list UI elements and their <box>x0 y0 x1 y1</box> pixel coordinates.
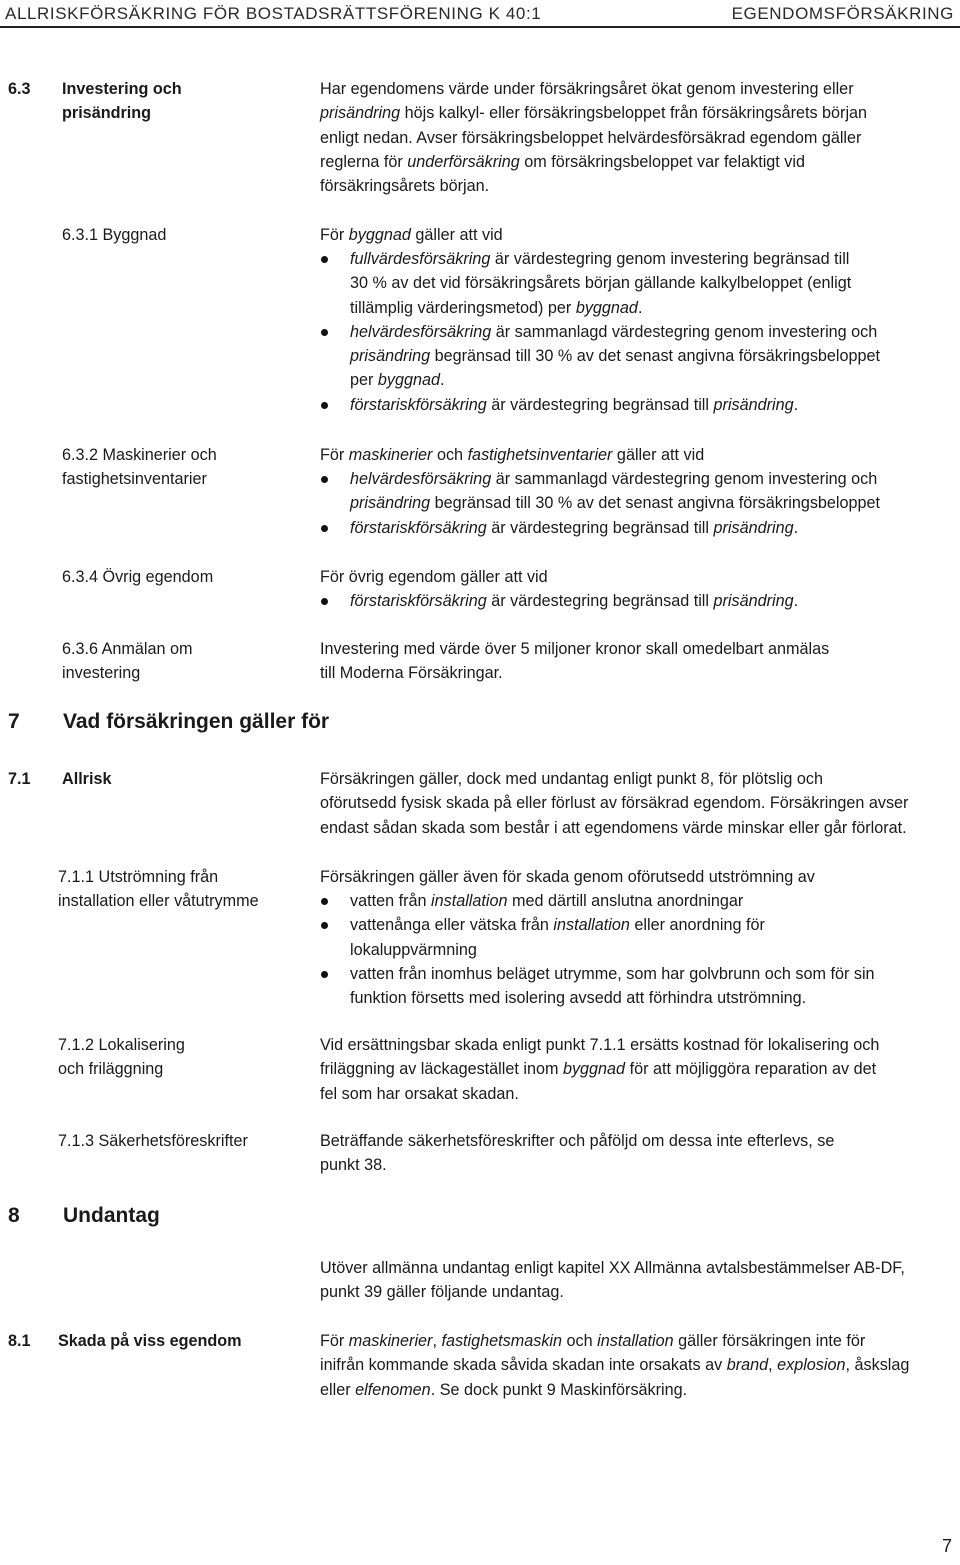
bullet-list <box>320 247 880 417</box>
section-title: Skada på viss egendom <box>58 1332 242 1350</box>
page-number: 7 <box>941 1536 952 1556</box>
subsection-body: Beträffande säkerhetsföreskrifter och påföljd om dessa inte efterlevs, se punkt 38. <box>320 1132 835 1175</box>
page-header <box>0 0 960 28</box>
section-body: För maskinerier, fastighetsmaskin och installation gäller försäkringen inte för inifrån kommande skada såvida skadan inte orsakats av brand, explosion, åskslag eller elfenomen. Se dock punkt 9 Maskinförsäkring. <box>320 1332 910 1399</box>
subsection-intro: För övrig egendom gäller att vid <box>320 568 548 586</box>
section-number: 7.1 <box>8 770 31 788</box>
section-number: 8.1 <box>8 1332 31 1350</box>
chapter-heading: 7 Vad försäkringen gäller för <box>8 710 330 733</box>
section-title: Investering och prisändring <box>62 80 182 123</box>
section-number: 6.3 <box>8 80 31 98</box>
subsection-label: 6.3.6 Anmälan om investering <box>62 640 193 683</box>
subsection-label: 6.3.2 Maskinerier och fastighetsinventarier <box>62 446 217 489</box>
subsection-intro: Försäkringen gäller även för skada genom oförutsedd utströmning av <box>320 868 815 886</box>
list-item: fullvärdesförsäkring är värdestegring genom investering begränsad till 30 % av det vid försäkringsårets början gällande kalkylbeloppet (enligt tillämplig värderingsmetod) per byggnad. <box>320 247 880 320</box>
subsection-label: 7.1.1 Utströmning från installation eller våtutrymme <box>58 868 259 911</box>
chapter-heading: 8 Undantag <box>8 1204 160 1227</box>
list-item: förstariskförsäkring är värdestegring begränsad till prisändring. <box>320 516 880 540</box>
header-category: EGENDOMSFÖRSÄKRING <box>731 4 954 23</box>
list-item: förstariskförsäkring är värdestegring begränsad till prisändring. <box>320 393 880 417</box>
subsection-intro: För byggnad gäller att vid <box>320 226 503 244</box>
subsection-label: 6.3.1 Byggnad <box>62 226 167 244</box>
bullet-list <box>320 889 875 1010</box>
section-body: Försäkringen gäller, dock med undantag enligt punkt 8, för plötslig och oförutsedd fysisk skada på eller förlust av försäkrad egendom. Försäkringen avser endast sådan skada som består i att egendomens värde minskar eller går förlorat. <box>320 770 909 837</box>
subsection-body: Investering med värde över 5 miljoner kronor skall omedelbart anmälas till Moderna Försäkringar. <box>320 640 830 683</box>
subsection-label: 7.1.3 Säkerhetsföreskrifter <box>58 1132 248 1150</box>
section-title: Allrisk <box>62 770 112 788</box>
chapter-intro: Utöver allmänna undantag enligt kapitel XX Allmänna avtalsbestämmelser AB-DF, punkt 39 gäller följande undantag. <box>320 1259 905 1302</box>
bullet-list <box>320 467 880 540</box>
bullet-list <box>320 589 798 613</box>
list-item: helvärdesförsäkring är sammanlagd värdestegring genom investering och prisändring begränsad till 30 % av det senast angivna försäkringsbeloppet per byggnad. <box>320 320 880 393</box>
list-item: helvärdesförsäkring är sammanlagd värdestegring genom investering och prisändring begränsad till 30 % av det senast angivna försäkringsbeloppet <box>320 467 880 516</box>
header-title: ALLRISKFÖRSÄKRING FÖR BOSTADSRÄTTSFÖRENING K 40:1 <box>5 4 542 23</box>
subsection-intro: För maskinerier och fastighetsinventarier gäller att vid <box>320 446 705 464</box>
list-item: vattenånga eller vätska från installation eller anordning för lokaluppvärmning <box>320 913 875 962</box>
subsection-label: 6.3.4 Övrig egendom <box>62 568 214 586</box>
list-item: förstariskförsäkring är värdestegring begränsad till prisändring. <box>320 589 798 613</box>
list-item: vatten från inomhus beläget utrymme, som har golvbrunn och som för sin funktion försetts med isolering avsedd att förhindra utströmning. <box>320 962 875 1011</box>
list-item: vatten från installation med därtill anslutna anordningar <box>320 889 875 913</box>
subsection-body: Vid ersättningsbar skada enligt punkt 7.1.1 ersätts kostnad för lokalisering och friläggning av läckagestället inom byggnad för att möjliggöra reparation av det fel som har orsakat skadan. <box>320 1036 880 1103</box>
subsection-label: 7.1.2 Lokalisering och friläggning <box>58 1036 185 1079</box>
section-body: Har egendomens värde under försäkringsåret ökat genom investering eller prisändring höjs kalkyl- eller försäkringsbeloppet från försäkringsårets början enligt nedan. Avser försäkringsbeloppet helvärdesförsäkrad egendom gäller reglerna för underförsäkring om försäkringsbeloppet var felaktigt vid försäkringsårets början. <box>320 80 868 196</box>
